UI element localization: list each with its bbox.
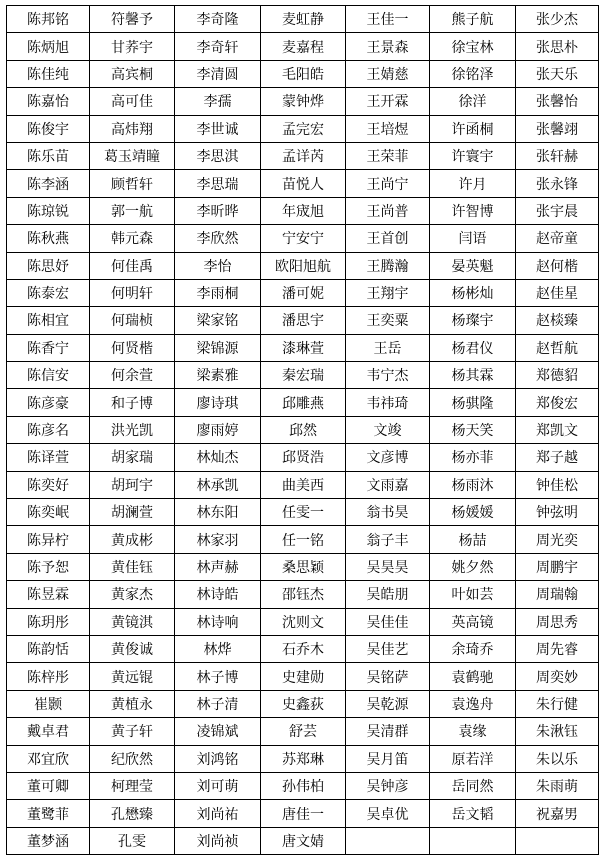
name-cell: 朱以乐: [516, 745, 599, 772]
name-cell: 黄成彬: [90, 526, 175, 553]
name-cell: 林灿杰: [175, 444, 261, 471]
name-cell: 孔雯: [90, 827, 175, 854]
name-cell: 梁锦源: [175, 334, 261, 361]
name-cell: 徐宝林: [430, 33, 516, 60]
name-cell: 张馨怡: [516, 88, 599, 115]
name-cell: 陈香宁: [7, 334, 90, 361]
name-cell: 陈琼锐: [7, 197, 90, 224]
name-cell: 周先睿: [516, 635, 599, 662]
name-cell: 张宇晨: [516, 197, 599, 224]
name-cell: 吴卓优: [346, 800, 430, 827]
name-cell: 李怡: [175, 252, 261, 279]
table-row: [7, 690, 599, 717]
name-cell: 钟弦明: [516, 499, 599, 526]
name-cell: 陈秋燕: [7, 225, 90, 252]
name-cell: 林承凯: [175, 471, 261, 498]
name-cell: 郑德貂: [516, 362, 599, 389]
name-cell: 唐文婧: [261, 827, 346, 854]
name-cell: 孙伟柏: [261, 772, 346, 799]
name-cell: 李奇隆: [175, 6, 261, 33]
table-row: [7, 389, 599, 416]
name-cell: 刘尚祐: [175, 800, 261, 827]
name-cell: 和子博: [90, 389, 175, 416]
name-cell: 许智博: [430, 197, 516, 224]
name-cell: 洪光凯: [90, 416, 175, 443]
name-cell: 葛玉靖瞳: [90, 142, 175, 169]
table-row: [7, 745, 599, 772]
name-cell: 陈李涵: [7, 170, 90, 197]
name-cell: 邱贤浩: [261, 444, 346, 471]
name-cell: 林诗皓: [175, 581, 261, 608]
name-cell: 林家羽: [175, 526, 261, 553]
name-cell: 周奕妙: [516, 663, 599, 690]
name-cell: 李清圆: [175, 60, 261, 87]
name-cell: 张轩赫: [516, 142, 599, 169]
name-cell: 祝嘉男: [516, 800, 599, 827]
name-cell: 李世诚: [175, 115, 261, 142]
name-cell: 王尚宁: [346, 170, 430, 197]
name-cell: 王荣菲: [346, 142, 430, 169]
name-cell: 杨君仪: [430, 334, 516, 361]
name-cell: 梁家铭: [175, 307, 261, 334]
name-cell: 朱湫钰: [516, 718, 599, 745]
name-cell: 陈奕好: [7, 471, 90, 498]
name-cell: 李昕晔: [175, 197, 261, 224]
name-cell: 周思秀: [516, 608, 599, 635]
name-cell: 陈炳旭: [7, 33, 90, 60]
name-cell: 何贤楷: [90, 334, 175, 361]
name-cell: 赵何楷: [516, 252, 599, 279]
name-cell: 林烨: [175, 635, 261, 662]
name-cell: 杨喆: [430, 526, 516, 553]
name-cell: 何瑞桢: [90, 307, 175, 334]
name-cell: 曲美西: [261, 471, 346, 498]
name-cell: 王开霖: [346, 88, 430, 115]
name-cell: 吴皓朋: [346, 581, 430, 608]
name-cell: 原若洋: [430, 745, 516, 772]
name-cell: 王佳一: [346, 6, 430, 33]
name-cell: 林东阳: [175, 499, 261, 526]
name-cell: 李思瑞: [175, 170, 261, 197]
name-cell: 陈玥彤: [7, 608, 90, 635]
table-row: [7, 663, 599, 690]
name-cell: 陈相宜: [7, 307, 90, 334]
name-cell: 李思淇: [175, 142, 261, 169]
name-cell: 杨彬灿: [430, 279, 516, 306]
name-cell: 何明轩: [90, 279, 175, 306]
name-cell: 潘思宇: [261, 307, 346, 334]
name-cell: 陈泰宏: [7, 279, 90, 306]
name-cell: 舒芸: [261, 718, 346, 745]
name-cell: 袁缘: [430, 718, 516, 745]
name-cell: 陈彦名: [7, 416, 90, 443]
name-cell: 韩元森: [90, 225, 175, 252]
name-cell: 陈嘉怡: [7, 88, 90, 115]
table-row: [7, 772, 599, 799]
name-cell: 石乔木: [261, 635, 346, 662]
name-cell: 叶如芸: [430, 581, 516, 608]
name-cell: 顾哲轩: [90, 170, 175, 197]
name-cell: 王腾瀚: [346, 252, 430, 279]
name-cell: 孔懋臻: [90, 800, 175, 827]
table-row: [7, 334, 599, 361]
name-cell: 吴钟彦: [346, 772, 430, 799]
name-cell: 麦嘉程: [261, 33, 346, 60]
name-cell: 陈邦铭: [7, 6, 90, 33]
table-row: [7, 581, 599, 608]
name-cell: 何佳禹: [90, 252, 175, 279]
name-cell: [516, 827, 599, 854]
name-cell: 胡家瑞: [90, 444, 175, 471]
table-row: [7, 307, 599, 334]
name-cell: 吴月笛: [346, 745, 430, 772]
name-cell: 陈俊宇: [7, 115, 90, 142]
name-cell: 廖雨婷: [175, 416, 261, 443]
name-cell: 李孺: [175, 88, 261, 115]
table-row: [7, 88, 599, 115]
name-cell: 陈予恕: [7, 553, 90, 580]
name-cell: 岳文韬: [430, 800, 516, 827]
name-cell: 吴佳佳: [346, 608, 430, 635]
name-cell: 袁鹤驰: [430, 663, 516, 690]
name-cell: 何余萱: [90, 362, 175, 389]
name-cell: 余琦乔: [430, 635, 516, 662]
table-row: [7, 279, 599, 306]
name-cell: 戴卓君: [7, 718, 90, 745]
name-cell: 陈韵恬: [7, 635, 90, 662]
name-cell: 王婧慈: [346, 60, 430, 87]
name-cell: 林子清: [175, 690, 261, 717]
name-cell: 徐洋: [430, 88, 516, 115]
name-cell: 杨骐隆: [430, 389, 516, 416]
table-row: [7, 197, 599, 224]
name-cell: 李奇轩: [175, 33, 261, 60]
name-cell: 纪欣然: [90, 745, 175, 772]
name-cell: 晏英魁: [430, 252, 516, 279]
name-cell: 张少杰: [516, 6, 599, 33]
name-cell: 沈则文: [261, 608, 346, 635]
name-cell: 周鹏宇: [516, 553, 599, 580]
name-cell: 林声赫: [175, 553, 261, 580]
name-cell: 张永锋: [516, 170, 599, 197]
name-cell: 崔颢: [7, 690, 90, 717]
name-cell: 董梦涵: [7, 827, 90, 854]
name-cell: 梁素雅: [175, 362, 261, 389]
name-cell: 苗悦人: [261, 170, 346, 197]
name-cell: 袁逸舟: [430, 690, 516, 717]
name-cell: 英高镜: [430, 608, 516, 635]
name-cell: 陈奕岷: [7, 499, 90, 526]
name-cell: 杨亦菲: [430, 444, 516, 471]
name-cell: 桑思颖: [261, 553, 346, 580]
name-cell: 陈佳纯: [7, 60, 90, 87]
name-cell: 邵钰杰: [261, 581, 346, 608]
name-cell: 王尚普: [346, 197, 430, 224]
name-cell: 朱雨萌: [516, 772, 599, 799]
name-cell: 廖诗琪: [175, 389, 261, 416]
table-row: [7, 115, 599, 142]
name-cell: 黄俊诚: [90, 635, 175, 662]
name-cell: 张天乐: [516, 60, 599, 87]
name-cell: 林子博: [175, 663, 261, 690]
name-cell: 史建勋: [261, 663, 346, 690]
name-cell: 陈思妤: [7, 252, 90, 279]
table-row: [7, 362, 599, 389]
name-cell: 郑子越: [516, 444, 599, 471]
name-cell: [430, 827, 516, 854]
name-cell: 邓宜欣: [7, 745, 90, 772]
table-row: [7, 827, 599, 854]
name-cell: 陈彦豪: [7, 389, 90, 416]
name-table-body: [7, 6, 599, 855]
name-cell: 漆琳萱: [261, 334, 346, 361]
name-cell: 林诗响: [175, 608, 261, 635]
name-cell: 许月: [430, 170, 516, 197]
name-cell: 欧阳旭航: [261, 252, 346, 279]
name-cell: 任一铭: [261, 526, 346, 553]
table-row: [7, 499, 599, 526]
name-cell: 熊子航: [430, 6, 516, 33]
name-cell: 刘尚祯: [175, 827, 261, 854]
table-row: [7, 471, 599, 498]
name-cell: 王首创: [346, 225, 430, 252]
name-cell: 宁安宁: [261, 225, 346, 252]
name-cell: 周光奕: [516, 526, 599, 553]
name-cell: 刘可萌: [175, 772, 261, 799]
name-cell: 黄远锟: [90, 663, 175, 690]
name-cell: 吴铭萨: [346, 663, 430, 690]
name-cell: 文彦博: [346, 444, 430, 471]
name-cell: 陈乐苗: [7, 142, 90, 169]
name-cell: 文雨嘉: [346, 471, 430, 498]
name-cell: 吴乾源: [346, 690, 430, 717]
name-cell: 苏郑琳: [261, 745, 346, 772]
name-cell: 韦祎琦: [346, 389, 430, 416]
name-cell: 赵棪臻: [516, 307, 599, 334]
name-cell: 潘可妮: [261, 279, 346, 306]
name-cell: 孟完宏: [261, 115, 346, 142]
name-cell: 王景森: [346, 33, 430, 60]
table-row: [7, 635, 599, 662]
name-cell: 陈昱霖: [7, 581, 90, 608]
name-cell: 徐铭泽: [430, 60, 516, 87]
table-row: [7, 225, 599, 252]
table-row: [7, 553, 599, 580]
name-cell: 许寰宇: [430, 142, 516, 169]
name-cell: 甘荞宇: [90, 33, 175, 60]
table-row: [7, 252, 599, 279]
name-cell: 胡澜萱: [90, 499, 175, 526]
name-cell: 黄植永: [90, 690, 175, 717]
name-cell: 赵哲航: [516, 334, 599, 361]
name-cell: 闫语: [430, 225, 516, 252]
name-cell: 郭一航: [90, 197, 175, 224]
table-row: [7, 526, 599, 553]
name-cell: 杨媛媛: [430, 499, 516, 526]
table-row: [7, 444, 599, 471]
name-table: [6, 5, 599, 855]
name-cell: 高炜翔: [90, 115, 175, 142]
name-cell: 黄佳钰: [90, 553, 175, 580]
table-row: [7, 718, 599, 745]
name-cell: 韦宁杰: [346, 362, 430, 389]
name-cell: 吴清群: [346, 718, 430, 745]
name-cell: 李雨桐: [175, 279, 261, 306]
name-cell: 张馨翊: [516, 115, 599, 142]
name-cell: 蒙钟烨: [261, 88, 346, 115]
name-cell: 陈译萱: [7, 444, 90, 471]
table-row: [7, 142, 599, 169]
table-row: [7, 6, 599, 33]
name-cell: 孟详芮: [261, 142, 346, 169]
name-cell: 黄子轩: [90, 718, 175, 745]
name-cell: 杨天笑: [430, 416, 516, 443]
name-cell: 邱雕燕: [261, 389, 346, 416]
name-cell: 王翔宇: [346, 279, 430, 306]
name-cell: 董可卿: [7, 772, 90, 799]
name-cell: 符馨予: [90, 6, 175, 33]
name-cell: 王奕粟: [346, 307, 430, 334]
table-row: [7, 170, 599, 197]
name-cell: 高宾桐: [90, 60, 175, 87]
name-cell: 邱然: [261, 416, 346, 443]
name-cell: 任雯一: [261, 499, 346, 526]
name-cell: 刘鸿铭: [175, 745, 261, 772]
name-cell: 麦虹静: [261, 6, 346, 33]
name-cell: 陈梓彤: [7, 663, 90, 690]
table-row: [7, 416, 599, 443]
name-cell: 陈异柠: [7, 526, 90, 553]
name-cell: 吴昊昊: [346, 553, 430, 580]
name-cell: 高可佳: [90, 88, 175, 115]
name-cell: 郑俊宏: [516, 389, 599, 416]
name-cell: 董鹭菲: [7, 800, 90, 827]
name-cell: 陈信安: [7, 362, 90, 389]
name-cell: 朱行健: [516, 690, 599, 717]
table-row: [7, 800, 599, 827]
name-cell: 史鑫荻: [261, 690, 346, 717]
name-cell: 王岳: [346, 334, 430, 361]
name-cell: 李欣然: [175, 225, 261, 252]
name-cell: 杨雨沐: [430, 471, 516, 498]
name-cell: 年宬旭: [261, 197, 346, 224]
name-cell: 文竣: [346, 416, 430, 443]
name-cell: 赵帝童: [516, 225, 599, 252]
name-cell: 翁书昊: [346, 499, 430, 526]
name-cell: 许函桐: [430, 115, 516, 142]
name-cell: 凌锦斌: [175, 718, 261, 745]
name-cell: 秦宏瑞: [261, 362, 346, 389]
table-row: [7, 33, 599, 60]
name-cell: 唐佳一: [261, 800, 346, 827]
name-cell: 赵佳星: [516, 279, 599, 306]
name-cell: 柯理莹: [90, 772, 175, 799]
name-cell: 杨其霖: [430, 362, 516, 389]
name-cell: 岳同然: [430, 772, 516, 799]
name-cell: 吴佳艺: [346, 635, 430, 662]
name-cell: 郑凯文: [516, 416, 599, 443]
name-cell: 张思朴: [516, 33, 599, 60]
name-cell: 毛阳皓: [261, 60, 346, 87]
table-row: [7, 60, 599, 87]
name-cell: 黄镜淇: [90, 608, 175, 635]
name-cell: 杨璨宇: [430, 307, 516, 334]
name-cell: 钟佳松: [516, 471, 599, 498]
name-cell: 王培煜: [346, 115, 430, 142]
name-cell: 翁子丰: [346, 526, 430, 553]
name-cell: 周瑞翰: [516, 581, 599, 608]
name-cell: 姚夕然: [430, 553, 516, 580]
name-cell: 胡珂宇: [90, 471, 175, 498]
name-cell: 黄家杰: [90, 581, 175, 608]
name-cell: [346, 827, 430, 854]
table-row: [7, 608, 599, 635]
